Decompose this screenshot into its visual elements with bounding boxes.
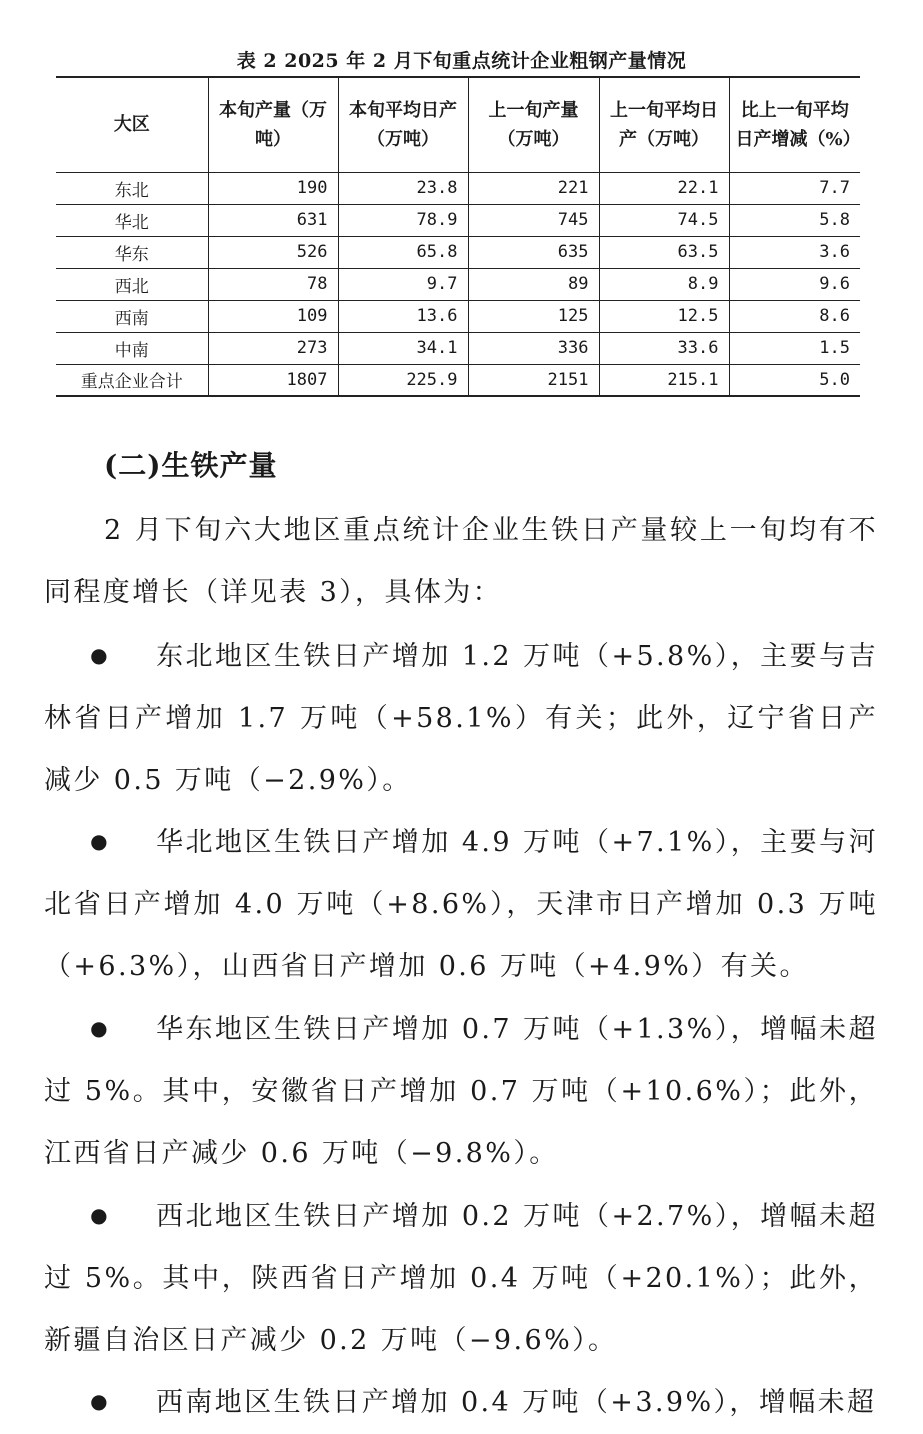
cell-prev-output: 635 bbox=[468, 236, 599, 268]
cell-daily-avg: 34.1 bbox=[338, 332, 468, 364]
list-item bbox=[44, 810, 878, 998]
cell-output: 109 bbox=[208, 300, 338, 332]
cell-prev-daily-avg: 63.5 bbox=[599, 236, 729, 268]
cell-daily-avg: 78.9 bbox=[338, 204, 468, 236]
cell-prev-output: 125 bbox=[468, 300, 599, 332]
cell-change-pct: 3.6 bbox=[729, 236, 860, 268]
bullet-icon: ● bbox=[90, 1203, 110, 1227]
table-row bbox=[56, 204, 860, 236]
cell-change-pct: 9.6 bbox=[729, 268, 860, 300]
cell-prev-output: 2151 bbox=[468, 364, 599, 396]
header-current-output: 本旬产量（万吨） bbox=[208, 77, 338, 172]
header-current-daily-avg: 本旬平均日产（万吨） bbox=[338, 77, 468, 172]
header-previous-output: 上一旬产量（万吨） bbox=[468, 77, 599, 172]
list-item-text: 西南地区生铁日产增加 0.4 万吨（+3.9%），增幅未超 bbox=[156, 1387, 877, 1418]
cell-prev-output: 336 bbox=[468, 332, 599, 364]
cell-change-pct: 5.0 bbox=[729, 364, 860, 396]
cell-region: 华北 bbox=[56, 204, 208, 236]
cell-region: 重点企业合计 bbox=[56, 364, 208, 396]
section-heading: (二)生铁产量 bbox=[104, 449, 278, 482]
cell-prev-daily-avg: 8.9 bbox=[599, 268, 729, 300]
table-row bbox=[56, 268, 860, 300]
cell-output: 190 bbox=[208, 172, 338, 204]
cell-prev-output: 221 bbox=[468, 172, 599, 204]
table-total-row bbox=[56, 364, 860, 396]
steel-output-table bbox=[56, 76, 860, 397]
cell-daily-avg: 225.9 bbox=[338, 364, 468, 396]
cell-region: 东北 bbox=[56, 172, 208, 204]
cell-daily-avg: 9.7 bbox=[338, 268, 468, 300]
cell-output: 526 bbox=[208, 236, 338, 268]
table-row bbox=[56, 172, 860, 204]
cell-prev-daily-avg: 74.5 bbox=[599, 204, 729, 236]
cell-output: 631 bbox=[208, 204, 338, 236]
bullet-icon: ● bbox=[90, 643, 110, 667]
cell-region: 西北 bbox=[56, 268, 208, 300]
intro-paragraph bbox=[44, 500, 878, 624]
table-title: 表 2 2025 年 2 月下旬重点统计企业粗钢产量情况 bbox=[236, 50, 687, 72]
list-item bbox=[44, 997, 878, 1185]
cell-daily-avg: 23.8 bbox=[338, 172, 468, 204]
cell-prev-daily-avg: 12.5 bbox=[599, 300, 729, 332]
cell-change-pct: 7.7 bbox=[729, 172, 860, 204]
bullet-icon: ● bbox=[90, 1016, 110, 1040]
cell-prev-output: 89 bbox=[468, 268, 599, 300]
cell-region: 华东 bbox=[56, 236, 208, 268]
bullet-icon: ● bbox=[90, 1389, 110, 1413]
table-row bbox=[56, 332, 860, 364]
cell-prev-daily-avg: 22.1 bbox=[599, 172, 729, 204]
cell-prev-output: 745 bbox=[468, 204, 599, 236]
list-item bbox=[44, 624, 878, 812]
cell-prev-daily-avg: 215.1 bbox=[599, 364, 729, 396]
table-header-row bbox=[56, 77, 860, 172]
cell-prev-daily-avg: 33.6 bbox=[599, 332, 729, 364]
cell-daily-avg: 65.8 bbox=[338, 236, 468, 268]
cell-region: 西南 bbox=[56, 300, 208, 332]
cell-change-pct: 5.8 bbox=[729, 204, 860, 236]
cell-output: 273 bbox=[208, 332, 338, 364]
intro-text: 2 月下旬六大地区重点统计企业生铁日产量较上一旬均有不同程度增长（详见表 3），具体为： bbox=[44, 515, 878, 608]
table-row bbox=[56, 236, 860, 268]
list-item-text: 西北地区生铁日产增加 0.2 万吨（+2.7%），增幅未超过 5%。其中，陕西省日产增加 0.4 万吨（+20.1%）；此外，新疆自治区日产减少 0.2 万吨（−9.6%）。 bbox=[44, 1201, 878, 1356]
list-item bbox=[44, 1184, 878, 1372]
cell-change-pct: 1.5 bbox=[729, 332, 860, 364]
cell-region: 中南 bbox=[56, 332, 208, 364]
list-item-text: 华北地区生铁日产增加 4.9 万吨（+7.1%），主要与河北省日产增加 4.0 万吨（+8.6%），天津市日产增加 0.3 万吨（+6.3%），山西省日产增加 0.6 万吨（+4.9%）有关。 bbox=[44, 827, 878, 982]
list-item-text: 华东地区生铁日产增加 0.7 万吨（+1.3%），增幅未超过 5%。其中，安徽省日产增加 0.7 万吨（+10.6%）；此外，江西省日产减少 0.6 万吨（−9.8%）。 bbox=[44, 1014, 878, 1169]
cell-daily-avg: 13.6 bbox=[338, 300, 468, 332]
cell-output: 1807 bbox=[208, 364, 338, 396]
list-item bbox=[44, 1370, 878, 1434]
header-region: 大区 bbox=[56, 77, 208, 172]
list-item-text: 东北地区生铁日产增加 1.2 万吨（+5.8%），主要与吉林省日产增加 1.7 万吨（+58.1%）有关；此外，辽宁省日产减少 0.5 万吨（−2.9%）。 bbox=[44, 641, 878, 796]
cell-output: 78 bbox=[208, 268, 338, 300]
table-row bbox=[56, 300, 860, 332]
cell-change-pct: 8.6 bbox=[729, 300, 860, 332]
header-previous-daily-avg: 上一旬平均日产（万吨） bbox=[599, 77, 729, 172]
bullet-icon: ● bbox=[90, 829, 110, 853]
header-daily-change-pct: 比上一旬平均日产增减（%） bbox=[729, 77, 860, 172]
